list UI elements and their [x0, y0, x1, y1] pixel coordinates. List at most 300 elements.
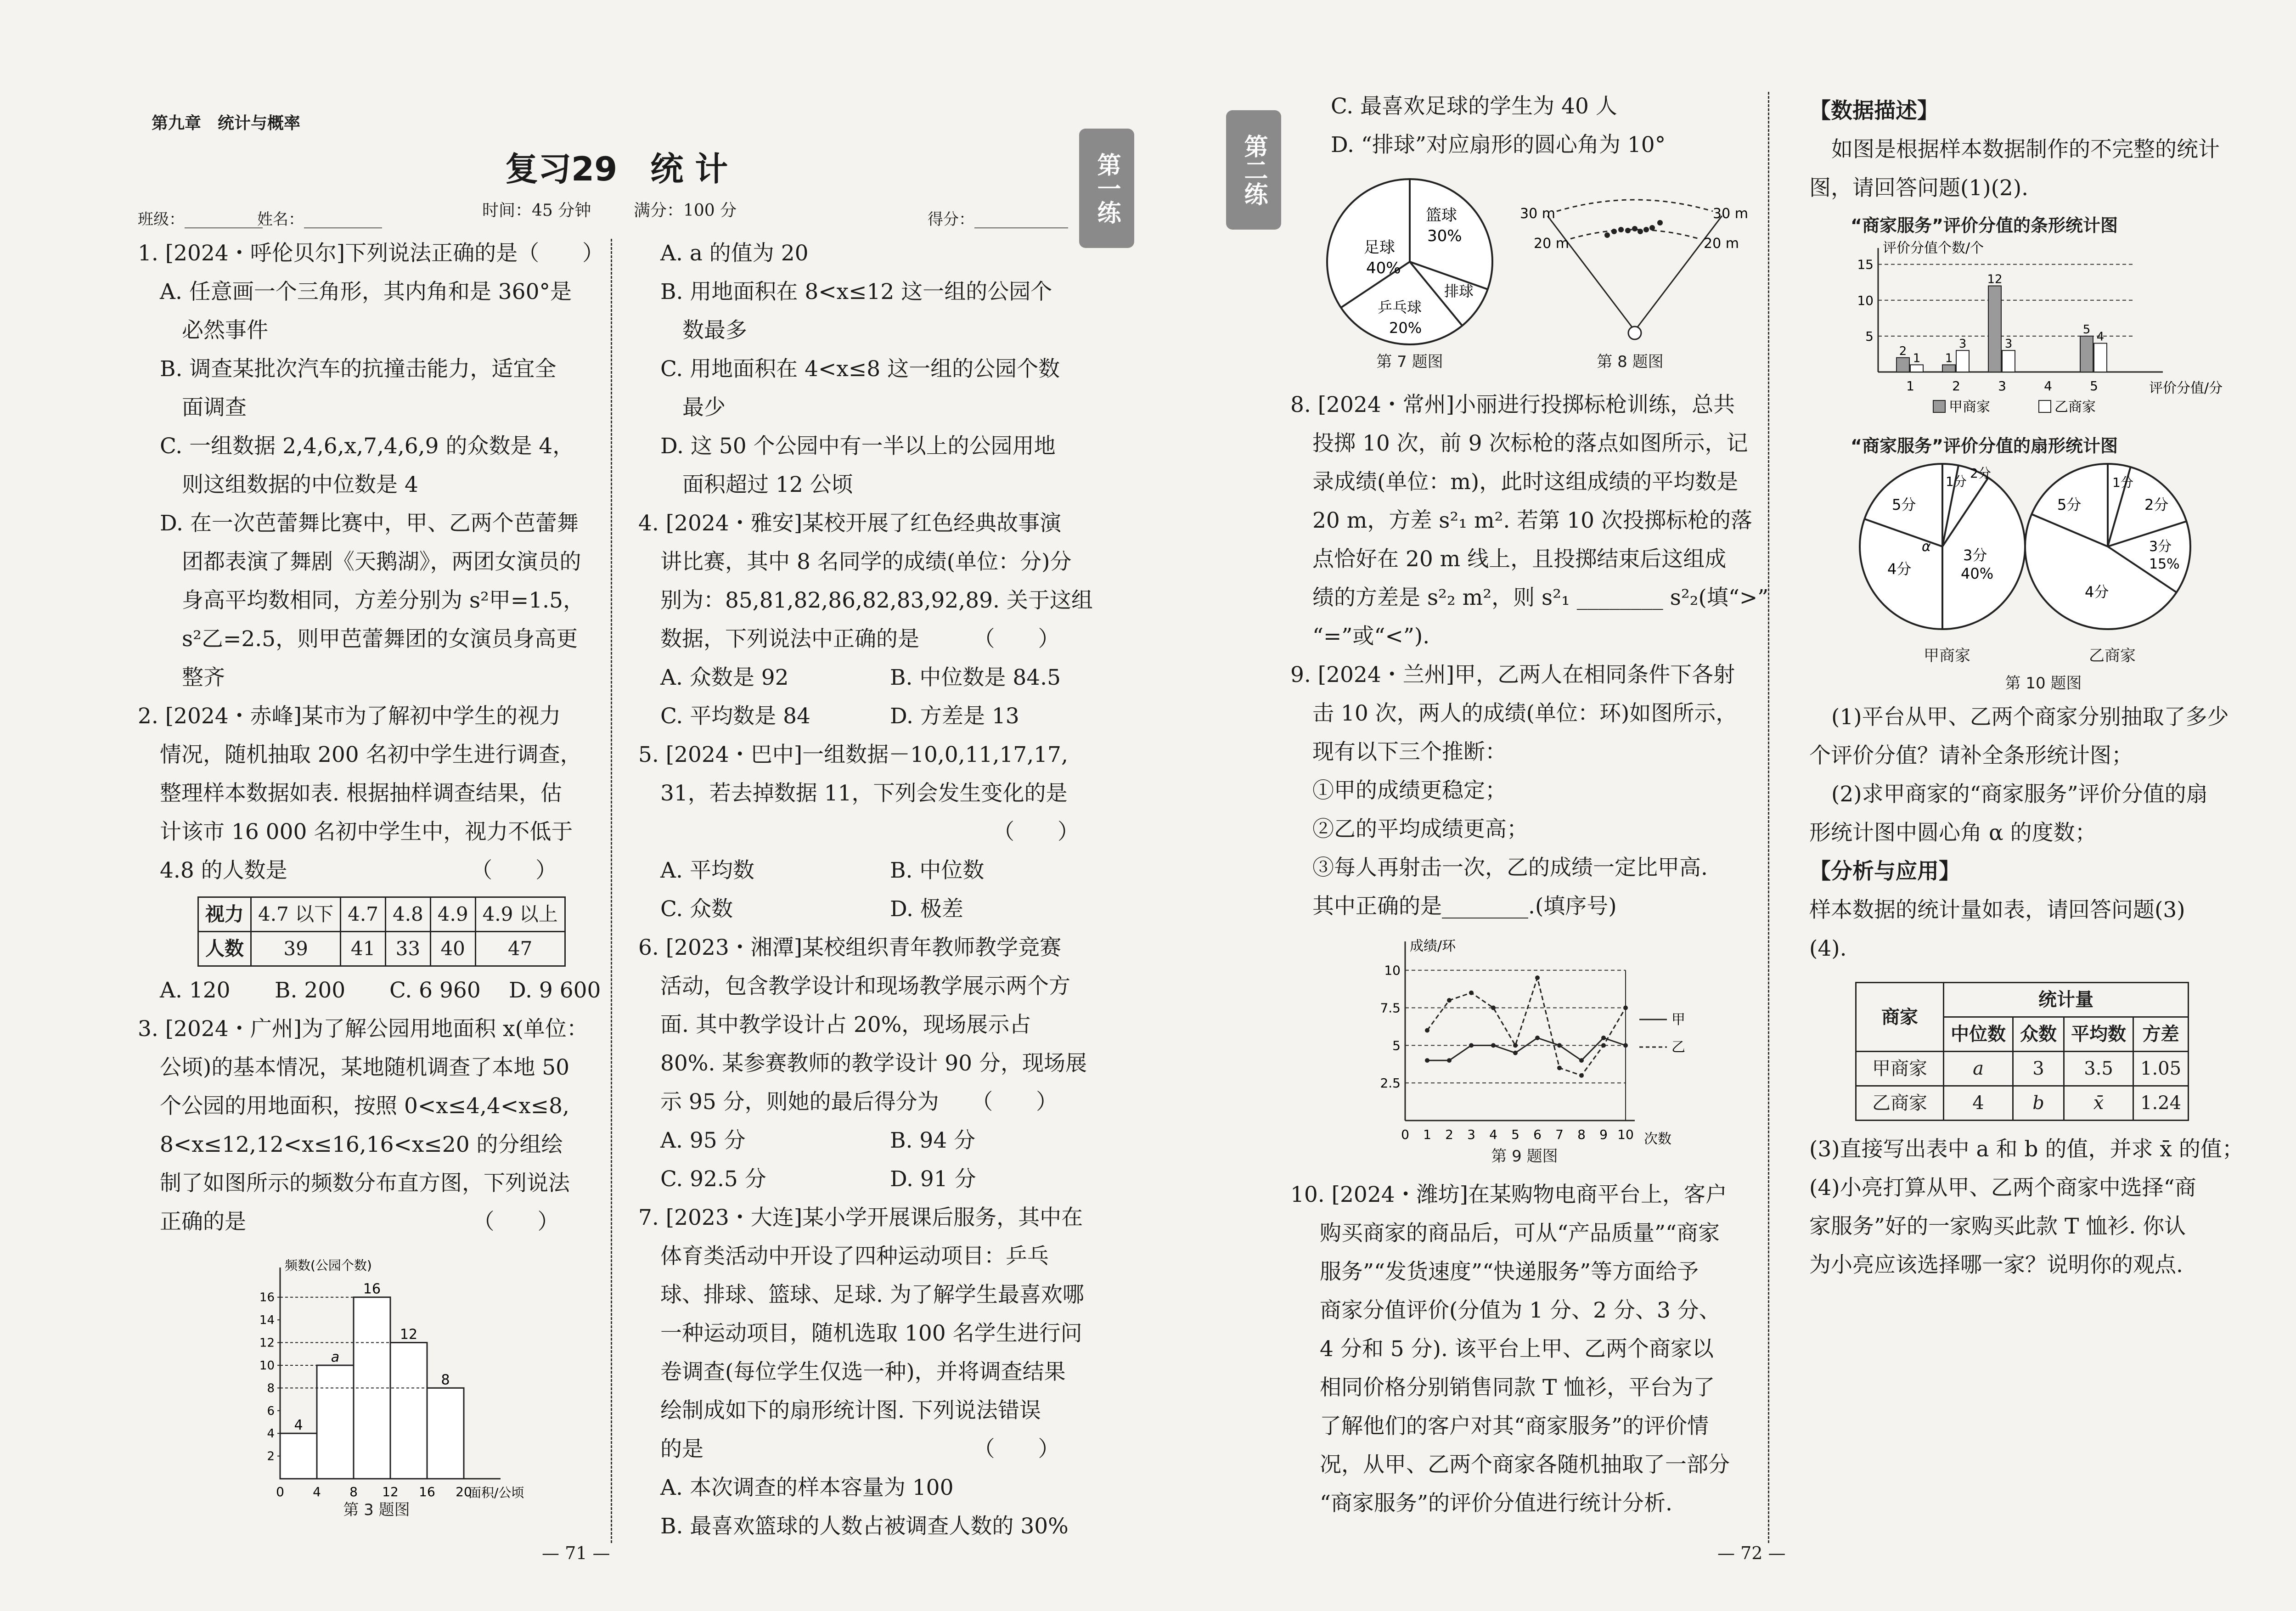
- q6-options-row: [638, 1121, 1097, 1160]
- q10-stem: 购买商家的商品后，可从“产品质量”“商家: [1320, 1221, 1720, 1246]
- q10-stem: 4 分和 5 分). 该平台上甲、乙两个商家以: [1320, 1336, 1714, 1362]
- pie-b-label-4: 4分: [2085, 583, 2109, 601]
- page-title: 复习29 统 计: [505, 150, 728, 188]
- q4-stem: 别为：85,81,82,86,82,83,92,89. 关于这组: [660, 588, 1093, 613]
- sector-edge: [1635, 216, 1722, 331]
- q7-stem: 绘制成如下的扇形统计图. 下列说法错误: [660, 1398, 1041, 1423]
- data-point: [1557, 1065, 1562, 1070]
- name-field[interactable]: 姓名：__________: [257, 210, 382, 229]
- q2-stem: 整理样本数据如表. 根据抽样调查结果，估: [160, 781, 562, 806]
- table-cell: 4.9 以上: [475, 897, 565, 932]
- q6-option-a: A. 95 分: [660, 1128, 746, 1153]
- x-axis-label: 评价分值/分: [2149, 380, 2223, 396]
- bar-0: [1988, 286, 2001, 372]
- table-cell: 47: [475, 932, 565, 966]
- x-tick-label: 1: [1906, 378, 1914, 394]
- bar-value-label: 16: [363, 1281, 381, 1297]
- pie-chart-figure-7: [1322, 175, 1497, 349]
- line-chart-figure-9: [1364, 937, 1722, 1157]
- right-page: [1171, 0, 2296, 1611]
- q1-option-c-cont: 则这组数据的中位数是 4: [182, 472, 418, 497]
- figure-9-caption: 第 9 题图: [1491, 1147, 1558, 1166]
- pie-b-label-2: 2分: [2144, 496, 2169, 513]
- q1-option-d-cont: 身高平均数相同，方差分别为 s²甲=1.5，: [182, 588, 585, 613]
- q3-stem: 3. [2024・广州]为了解公园用地面积 x(单位：: [138, 1016, 588, 1042]
- q5-stem: 31，若去掉数据 11，下列会发生变化的是: [660, 781, 1068, 806]
- q8-stem: 投掷 10 次，前 9 次标枪的落点如图所示，记: [1312, 431, 1748, 456]
- bar-1: [1910, 365, 1923, 372]
- y-tick-label: 5: [1865, 328, 1874, 344]
- table-header: 统计量: [1944, 983, 2189, 1017]
- y-tick-label: 12: [259, 1336, 275, 1350]
- x-tick-label: 0: [276, 1484, 284, 1499]
- table-row: [1856, 1086, 2189, 1121]
- pie-merchant-b: [2025, 464, 2190, 629]
- q1-option-d-cont: 团都表演了舞剧《天鹅湖》，两团女演员的: [182, 549, 581, 575]
- figure-7-caption: 第 7 题图: [1376, 353, 1443, 371]
- q3-option-d-cont: 面积超过 12 公顷: [682, 472, 853, 497]
- q9-stem: 击 10 次，两人的成绩(单位：环)如图所示，: [1312, 701, 1738, 726]
- legend-label: 乙商家: [2054, 399, 2096, 415]
- time-label: 时间：45 分钟: [482, 201, 591, 220]
- pie-b-caption: 乙商家: [2089, 647, 2136, 665]
- table-cell: 3.5: [2064, 1052, 2133, 1086]
- table-cell: 39: [251, 932, 341, 966]
- q4-stem: 讲比赛，其中 8 名同学的成绩(单位：分)分: [660, 549, 1072, 575]
- q8-stem: “=”或“<”).: [1312, 624, 1430, 649]
- y-tick-label: 10: [1384, 963, 1401, 978]
- q10-part-3: (3)直接写出表中 a 和 b 的值，并求 x̄ 的值；: [1809, 1137, 2244, 1162]
- q2-option-a: A. 120: [160, 978, 231, 1003]
- x-tick-label: 1: [1423, 1127, 1431, 1142]
- q6-stem: 6. [2023・湘潭]某校组织青年教师教学竞赛: [638, 935, 1062, 960]
- q3-option-c-cont: 最少: [682, 395, 726, 420]
- q2-stem: 2. [2024・赤峰]某市为了解初中学生的视力: [138, 704, 561, 729]
- q1-option-d-cont: 整齐: [182, 665, 225, 690]
- table-cell: 41: [341, 932, 386, 966]
- table-cell: 40: [430, 932, 475, 966]
- table-cell: 4.8: [385, 897, 430, 932]
- q9-stem: 现有以下三个推断：: [1312, 739, 1507, 765]
- pie-b-label-3: 3分: [2149, 539, 2172, 555]
- q5-stem: 5. [2024・巴中]一组数据－10,0,11,17,17,: [638, 742, 1068, 767]
- left-column-1: [138, 234, 615, 1241]
- x-axis-label: 次数: [1644, 1131, 1671, 1147]
- y-tick-label: 10: [1857, 293, 1874, 308]
- q6-options-row: [638, 1160, 1097, 1199]
- right-column-3-q10: [1290, 1176, 1786, 1523]
- column-divider: [1768, 92, 1769, 1543]
- data-point: [1601, 1036, 1606, 1040]
- data-point: [1579, 1073, 1584, 1078]
- pie-a-alpha: α: [1922, 539, 1931, 555]
- pie-merchant-a: [1860, 464, 2025, 629]
- q6-stem: 面. 其中教学设计占 20%，现场展示占: [660, 1012, 1031, 1037]
- right-column-3-body: [1290, 386, 1786, 926]
- q4-options-row: [638, 697, 1097, 736]
- column-divider: [611, 239, 612, 1543]
- q3-stem: 制了如图所示的频数分布直方图，下列说法: [160, 1171, 570, 1196]
- q6-option-d: D. 91 分: [890, 1166, 976, 1192]
- q8-stem: 绩的方差是 s²₂ m²，则 s²₁ ________ s²₂(填“>”: [1312, 585, 1769, 610]
- q3-stem: 8<x≤12,12<x≤16,16<x≤20 的分组绘: [160, 1132, 563, 1157]
- y-tick-label: 4: [267, 1427, 275, 1441]
- q6-option-c: C. 92.5 分: [660, 1166, 766, 1192]
- q10-stem: 10. [2024・潍坊]在某购物电商平台上，客户: [1290, 1182, 1727, 1207]
- q2-stem: 计该市 16 000 名初中学生中，视力不低于: [160, 819, 573, 845]
- data-point: [1557, 1043, 1562, 1048]
- practice-badge: 第一练: [1079, 129, 1134, 248]
- pie-label-pingpong: 乒乓球: [1378, 299, 1422, 316]
- x-tick-label: 8: [1577, 1127, 1586, 1142]
- bar-value-label: 3: [2004, 337, 2013, 351]
- q3-option-b-cont: 数最多: [682, 318, 747, 343]
- q9-statement-1: ①甲的成绩更稳定；: [1312, 778, 1507, 803]
- q3-stem: 公顷)的基本情况，某地随机调查了本地 50: [160, 1055, 570, 1080]
- points-field[interactable]: 得分：____________: [928, 210, 1068, 229]
- table-header: 众数: [2013, 1017, 2064, 1052]
- q4-option-b: B. 中位数是 84.5: [890, 665, 1061, 690]
- label-20m-left: 20 m: [1534, 236, 1569, 252]
- q7-stem: 卷调查(每位学生仅选一种)，并将调查结果: [660, 1359, 1066, 1385]
- y-tick-label: 2: [267, 1449, 275, 1464]
- chapter-header: 第九章 统计与概率: [152, 114, 301, 133]
- bar-0: [2080, 336, 2093, 372]
- x-tick-label: 9: [1599, 1127, 1608, 1142]
- bar-value-label: 4: [2096, 330, 2105, 344]
- right-column-3: [1309, 87, 1768, 164]
- y-tick-label: 6: [267, 1404, 275, 1418]
- bar-0: [1896, 358, 1909, 372]
- pie-a-label-2: 2分: [1970, 466, 1991, 481]
- q10-part-2: (2)求甲商家的“商家服务”评价分值的扇: [1831, 782, 2208, 807]
- bar-value-label: 8: [441, 1372, 450, 1388]
- pie-a-label-5: 5分: [1892, 496, 1916, 513]
- table-row: [198, 897, 565, 932]
- q1-option-a: A. 任意画一个三角形，其内角和是 360°是: [160, 279, 572, 304]
- javelin-diagram-figure-8: [1520, 197, 1750, 344]
- statistics-table: [1855, 982, 2189, 1121]
- table-cell: 4.7 以下: [251, 897, 341, 932]
- legend-label: 甲: [1671, 1012, 1685, 1028]
- x-tick-label: 2: [1445, 1127, 1453, 1142]
- pie-a-label-1: 1分: [1946, 474, 1967, 489]
- x-tick-label: 4: [1489, 1127, 1497, 1142]
- q1-option-a-cont: 必然事件: [182, 318, 268, 343]
- legend-swatch: [1933, 400, 1945, 412]
- q1-option-d-cont: s²乙=2.5，则甲芭蕾舞团的女演员身高更: [182, 626, 578, 652]
- q9-stem: 9. [2024・兰州]甲，乙两人在相同条件下各射: [1290, 662, 1735, 687]
- table-row: [1856, 983, 2189, 1017]
- table-cell: 人数: [198, 932, 251, 966]
- data-point: [1447, 1058, 1452, 1063]
- data-point: [1469, 1043, 1474, 1048]
- q10-analysis-intro: 样本数据的统计量如表，请回答问题(3): [1809, 897, 2185, 923]
- pie-charts-figure-10: [1855, 459, 2250, 643]
- figure-8-caption: 第 8 题图: [1597, 353, 1664, 371]
- pie-a-label-3: 3分: [1963, 546, 1987, 564]
- table-cell: a: [1944, 1052, 2013, 1086]
- q10-stem: 况，从甲、乙两个商家各随机抽取了一部分: [1320, 1452, 1730, 1477]
- data-point: [1535, 1036, 1540, 1040]
- bar-value-label: 12: [400, 1326, 418, 1343]
- pie-label-volleyball: 排球: [1444, 282, 1474, 300]
- q10-stem: “商家服务”的评价分值进行统计分析.: [1320, 1491, 1672, 1516]
- q5-answer-bracket: （ ）: [993, 819, 1079, 845]
- q10-description: 如图是根据样本数据制作的不完整的统计: [1831, 137, 2220, 162]
- label-30m-right: 30 m: [1713, 206, 1748, 222]
- bar-value-label: 3: [1958, 337, 1967, 351]
- y-axis-label: 成绩/环: [1410, 938, 1456, 954]
- x-axis-label: 面积/公顷: [468, 1485, 524, 1500]
- x-tick-label: 2: [1952, 378, 1960, 394]
- landing-points: [1604, 220, 1663, 238]
- data-point: [1425, 1058, 1429, 1063]
- q7-stem: 体育类活动中开设了四种运动项目：乒乓: [660, 1244, 1049, 1269]
- x-tick-label: 16: [419, 1484, 435, 1499]
- vision-table: [197, 896, 566, 967]
- q9-statement-3: ③每人再射击一次，乙的成绩一定比甲高.: [1312, 855, 1708, 880]
- q5-option-a: A. 平均数: [660, 858, 754, 883]
- bar-1: [2002, 350, 2015, 372]
- pie-a-label-4: 4分: [1887, 560, 1912, 578]
- bar-value-label: 4: [294, 1417, 303, 1434]
- table-cell: 1.24: [2133, 1086, 2189, 1121]
- histogram-bar: [280, 1433, 317, 1479]
- label-30m-left: 30 m: [1520, 206, 1555, 222]
- y-axis-label: 评价分值个数/个: [1883, 240, 1984, 256]
- legend-label: 乙: [1671, 1039, 1685, 1055]
- x-tick-label: 12: [382, 1484, 399, 1499]
- data-point: [1623, 1043, 1628, 1048]
- x-tick-label: 10: [1617, 1127, 1634, 1142]
- q10-part-2: 形统计图中圆心角 α 的度数；: [1809, 820, 2097, 845]
- data-point: [1579, 1058, 1584, 1063]
- score-label: 满分：100 分: [634, 201, 737, 220]
- bar-value-label: a: [331, 1349, 340, 1365]
- data-point: [1601, 1043, 1606, 1048]
- q6-stem: 活动，包含教学设计和现场教学展示两个方: [660, 974, 1070, 999]
- q4-stem: 数据，下列说法中正确的是 （ ）: [660, 626, 1060, 652]
- data-point: [1491, 1006, 1496, 1010]
- legend-swatch: [2039, 400, 2051, 412]
- x-tick-label: 5: [2090, 378, 2098, 394]
- legend-label: 甲商家: [1949, 399, 1990, 415]
- q9-statement-2: ②乙的平均成绩更高；: [1312, 817, 1528, 842]
- table-cell: 33: [385, 932, 430, 966]
- table-header: 平均数: [2064, 1017, 2133, 1052]
- histogram-bar: [427, 1388, 464, 1479]
- q7-stem: 的是 （ ）: [660, 1436, 1060, 1462]
- data-point: [1513, 1051, 1518, 1055]
- y-tick-label: 2.5: [1380, 1076, 1401, 1091]
- x-tick-label: 4: [313, 1484, 321, 1499]
- practice-badge: 第二练: [1226, 110, 1281, 230]
- bar-value-label: 1: [1945, 351, 1953, 366]
- x-tick-label: 6: [1533, 1127, 1542, 1142]
- y-tick-label: 5: [1392, 1038, 1401, 1053]
- y-tick-label: 15: [1857, 257, 1874, 272]
- series-line-1: [1427, 978, 1626, 1076]
- x-tick-label: 20: [456, 1484, 472, 1499]
- q7-option-b: B. 最喜欢篮球的人数占被调查人数的 30%: [660, 1514, 1069, 1539]
- pie-b-label-5: 5分: [2057, 496, 2082, 513]
- q4-options-row: [638, 659, 1097, 697]
- table-cell: 乙商家: [1856, 1086, 1944, 1121]
- q7-stem: 一种运动项目，随机选取 100 名学生进行问: [660, 1321, 1082, 1346]
- q10-part-1: (1)平台从甲、乙两个商家分别抽取了多少: [1831, 704, 2229, 730]
- y-tick-label: 10: [259, 1358, 275, 1373]
- right-column-4-questions: [1809, 698, 2282, 1284]
- q3-stem: 正确的是 （ ）: [160, 1209, 559, 1234]
- pie-b-label-1: 1分: [2112, 475, 2133, 490]
- q1-option-b: B. 调查某批次汽车的抗撞击能力，适宜全: [160, 356, 557, 382]
- bar-value-label: 2: [1899, 344, 1907, 358]
- table-cell: 3: [2013, 1052, 2064, 1086]
- q10-part-1: 个评价分值？请补全条形统计图；: [1809, 743, 2133, 768]
- q10-stem: 了解他们的客户对其“商家服务”的评价情: [1320, 1414, 1709, 1439]
- section-heading-analysis: 【分析与应用】: [1809, 859, 1960, 884]
- q8-stem: 点恰好在 20 m 线上，且投掷结束后这组成: [1312, 546, 1727, 572]
- table-cell: 视力: [198, 897, 251, 932]
- q4-stem: 4. [2024・雅安]某校开展了红色经典故事演: [638, 511, 1062, 536]
- q1-option-d: D. 在一次芭蕾舞比赛中，甲、乙两个芭蕾舞: [160, 511, 579, 536]
- table-cell: x̄: [2064, 1086, 2133, 1121]
- page-number: — 71 —: [542, 1543, 610, 1563]
- pie-a-caption: 甲商家: [1924, 647, 1970, 665]
- q10-description: 图，请回答问题(1)(2).: [1809, 175, 2029, 201]
- x-tick-label: 4: [2044, 378, 2052, 394]
- q5-option-d: D. 极差: [890, 896, 963, 922]
- q3-stem: 个公园的用地面积，按照 0<x≤4,4<x≤8,: [160, 1093, 569, 1119]
- x-tick-label: 8: [349, 1484, 358, 1499]
- bar-value-label: 1: [1913, 351, 1921, 366]
- table-header: 中位数: [1944, 1017, 2013, 1052]
- q4-option-d: D. 方差是 13: [890, 704, 1019, 729]
- q10-analysis-intro: (4).: [1809, 936, 1847, 961]
- q6-option-b: B. 94 分: [890, 1128, 976, 1153]
- table-cell: 4: [1944, 1086, 2013, 1121]
- q3-option-a: A. a 的值为 20: [660, 241, 809, 266]
- figure-3-caption: 第 3 题图: [343, 1501, 410, 1519]
- q1-stem: 1. [2024・呼伦贝尔]下列说法正确的是（ ）: [138, 241, 604, 266]
- data-point: [1425, 1028, 1429, 1033]
- x-tick-label: 3: [1467, 1127, 1475, 1142]
- data-point: [1535, 975, 1540, 980]
- q6-stem: 80%. 某参赛教师的教学设计 90 分，现场展: [660, 1051, 1087, 1076]
- table-cell: 4.7: [341, 897, 386, 932]
- bar-value-label: 12: [1987, 272, 2003, 287]
- data-point: [1447, 998, 1452, 1003]
- bar-chart-title: “商家服务”评价分值的条形统计图: [1851, 215, 2118, 236]
- q10-stem: 服务”“发货速度”“快递服务”等方面给予: [1320, 1259, 1699, 1284]
- data-point: [1491, 1043, 1496, 1048]
- table-cell: 甲商家: [1856, 1052, 1944, 1086]
- x-tick-label: 7: [1555, 1127, 1564, 1142]
- q5-options-row: [638, 851, 1097, 890]
- pie-chart-title: “商家服务”评价分值的扇形统计图: [1851, 436, 2118, 456]
- q5-option-c: C. 众数: [660, 896, 733, 922]
- q2-option-d: D. 9 600: [509, 978, 601, 1003]
- throw-circle: [1628, 327, 1641, 339]
- pie-pct-basketball: 30%: [1427, 227, 1462, 245]
- histogram-figure-3: [239, 1258, 542, 1515]
- q4-option-a: A. 众数是 92: [660, 665, 789, 690]
- data-point: [1513, 1043, 1518, 1048]
- data-point: [1623, 1006, 1628, 1010]
- q10-part-4: 为小亮应该选择哪一家？说明你的观点.: [1809, 1252, 2183, 1278]
- arc-30m: [1557, 200, 1713, 211]
- q4-option-c: C. 平均数是 84: [660, 704, 810, 729]
- histogram-bar: [390, 1343, 427, 1479]
- section-heading-data-description: 【数据描述】: [1809, 98, 1939, 124]
- q7-stem: 7. [2023・大连]某小学开展课后服务，其中在: [638, 1205, 1083, 1230]
- q10-stem: 商家分值评价(分值为 1 分、2 分、3 分、: [1320, 1298, 1721, 1323]
- q3-option-c: C. 用地面积在 4<x≤8 这一组的公园个数: [660, 356, 1060, 382]
- x-tick-label: 5: [1511, 1127, 1519, 1142]
- table-header: 商家: [1856, 983, 1944, 1052]
- pie-b-pct-3: 15%: [2149, 556, 2180, 572]
- table-cell: 1.05: [2133, 1052, 2189, 1086]
- bar-value-label: 5: [2082, 322, 2091, 337]
- q5-options-row: [638, 890, 1097, 929]
- table-row: [1856, 1052, 2189, 1086]
- left-column-2: [638, 234, 1097, 1546]
- sector-edge: [1548, 216, 1635, 331]
- bar-chart-figure-10: [1837, 239, 2273, 422]
- y-axis-label: 频数(公园个数): [285, 1258, 372, 1273]
- q10-part-4: 家服务”好的一家购买此款 T 恤衫. 你认: [1809, 1214, 2186, 1239]
- figure-10-caption: 第 10 题图: [2005, 674, 2082, 693]
- page-number: — 72 —: [1717, 1543, 1786, 1563]
- x-tick-label: 3: [1998, 378, 2006, 394]
- histogram-bar: [317, 1365, 354, 1479]
- q9-answer-blank: 其中正确的是________.(填序号): [1312, 894, 1617, 919]
- label-20m-right: 20 m: [1704, 236, 1739, 252]
- x-tick-label: 0: [1401, 1127, 1409, 1142]
- bar-0: [1942, 365, 1955, 372]
- y-tick-label: 8: [267, 1381, 275, 1396]
- q7-stem: 球、排球、篮球、足球. 为了解学生最喜欢哪: [660, 1282, 1084, 1307]
- q7-option-a: A. 本次调查的样本容量为 100: [660, 1475, 954, 1500]
- data-point: [1469, 991, 1474, 995]
- pie-pct-football: 40%: [1366, 259, 1401, 277]
- pie-a-pct-3: 40%: [1961, 565, 1994, 582]
- q2-stem: 情况，随机抽取 200 名初中学生进行调查，: [160, 742, 582, 767]
- pie-label-basketball: 篮球: [1426, 206, 1457, 225]
- class-field[interactable]: 班级：__________: [138, 210, 263, 229]
- q2-options: [138, 971, 615, 1010]
- y-tick-label: 16: [259, 1290, 275, 1305]
- q10-stem: 相同价格分别销售同款 T 恤衫，平台为了: [1320, 1375, 1715, 1400]
- table-header: 方差: [2133, 1017, 2189, 1052]
- q1-option-b-cont: 面调查: [182, 395, 247, 420]
- table-cell: 4.9: [430, 897, 475, 932]
- pie-pct-pingpong: 20%: [1389, 319, 1422, 337]
- q7-option-c: C. 最喜欢足球的学生为 40 人: [1331, 94, 1617, 119]
- table-cell: b: [2013, 1086, 2064, 1121]
- y-tick-label: 7.5: [1380, 1000, 1401, 1016]
- q6-stem: 示 95 分，则她的最后得分为 （ ）: [660, 1089, 1058, 1115]
- right-column-4-top: [1809, 92, 2282, 208]
- q1-option-c: C. 一组数据 2,4,6,x,7,4,6,9 的众数是 4，: [160, 434, 574, 459]
- q8-stem: 20 m，方差 s²₁ m². 若第 10 次投掷标枪的落: [1312, 508, 1752, 533]
- q2-option-b: B. 200: [275, 978, 346, 1003]
- q3-option-d: D. 这 50 个公园中有一半以上的公园用地: [660, 434, 1056, 459]
- q8-stem: 录成绩(单位：m)，此时这组成绩的平均数是: [1312, 469, 1739, 495]
- q8-stem: 8. [2024・常州]小丽进行投掷标枪训练，总共: [1290, 392, 1735, 417]
- pie-label-football: 足球: [1364, 238, 1395, 257]
